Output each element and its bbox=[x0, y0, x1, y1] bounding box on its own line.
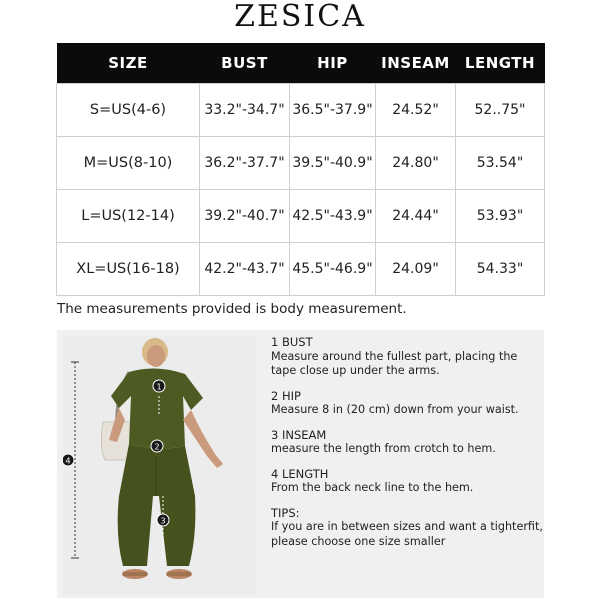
guide-item-tips bbox=[271, 506, 543, 550]
cell-size: S=US(4-6) bbox=[57, 84, 200, 137]
guide-title: TIPS: bbox=[271, 505, 300, 520]
model-photo bbox=[63, 336, 256, 594]
guide-text: measure the length from crotch to hem. bbox=[271, 442, 496, 455]
table-row bbox=[57, 243, 545, 296]
guide-text: If you are in between sizes and want a tighterfit, please choose one size smaller bbox=[271, 520, 543, 548]
guide-item-hip bbox=[271, 389, 543, 418]
marker-length bbox=[63, 454, 74, 466]
guide-text: Measure 8 in (20 cm) down from your waist. bbox=[271, 403, 519, 416]
cell-inseam: 24.52" bbox=[376, 84, 456, 137]
guide-item-bust bbox=[271, 335, 543, 379]
cell-hip: 36.5"-37.9" bbox=[290, 84, 376, 137]
guide-title: 4 LENGTH bbox=[271, 466, 329, 481]
header-inseam: INSEAM bbox=[376, 43, 456, 84]
marker-length-label: 4 bbox=[65, 456, 71, 466]
cell-length: 52..75" bbox=[456, 84, 545, 137]
header-hip: HIP bbox=[290, 43, 376, 84]
table-row bbox=[57, 190, 545, 243]
brand-logo: ZESICA bbox=[234, 0, 366, 34]
cell-size: XL=US(16-18) bbox=[57, 243, 200, 296]
cell-inseam: 24.44" bbox=[376, 190, 456, 243]
cell-hip: 42.5"-43.9" bbox=[290, 190, 376, 243]
cell-bust: 33.2"-34.7" bbox=[200, 84, 290, 137]
table-header-row bbox=[57, 43, 545, 84]
header-length: LENGTH bbox=[456, 43, 545, 84]
guide-title: 1 BUST bbox=[271, 335, 313, 349]
header-size: SIZE bbox=[57, 43, 200, 84]
cell-hip: 39.5"-40.9" bbox=[290, 137, 376, 190]
left-sandal bbox=[123, 572, 147, 576]
marker-bust-label: 1 bbox=[156, 382, 162, 392]
cell-bust: 39.2"-40.7" bbox=[200, 190, 290, 243]
marker-hip-label: 2 bbox=[154, 442, 160, 452]
header-bust: BUST bbox=[200, 43, 290, 84]
cell-inseam: 24.09" bbox=[376, 243, 456, 296]
guide-item-length bbox=[271, 467, 543, 496]
cell-length: 54.33" bbox=[456, 243, 545, 296]
cell-hip: 45.5"-46.9" bbox=[290, 243, 376, 296]
cell-bust: 42.2"-43.7" bbox=[200, 243, 290, 296]
guide-item-inseam bbox=[271, 428, 543, 457]
cell-length: 53.54" bbox=[456, 137, 545, 190]
cell-bust: 36.2"-37.7" bbox=[200, 137, 290, 190]
marker-bust bbox=[153, 380, 165, 392]
cell-size: L=US(12-14) bbox=[57, 190, 200, 243]
marker-inseam bbox=[157, 514, 169, 526]
guide-title: 3 INSEAM bbox=[271, 427, 327, 442]
model-figure-illustration bbox=[63, 336, 256, 594]
guide-text: From the back neck line to the hem. bbox=[271, 481, 474, 494]
cell-size: M=US(8-10) bbox=[57, 137, 200, 190]
cell-inseam: 24.80" bbox=[376, 137, 456, 190]
guide-text: Measure around the fullest part, placing the tape close up under the arms. bbox=[271, 349, 518, 377]
cell-length: 53.93" bbox=[456, 190, 545, 243]
right-sandal bbox=[167, 572, 191, 576]
marker-hip bbox=[151, 440, 163, 452]
face bbox=[147, 345, 165, 367]
table-row bbox=[57, 137, 545, 190]
measurement-instructions bbox=[271, 335, 543, 559]
table-row bbox=[57, 84, 545, 137]
guide-title: 2 HIP bbox=[271, 388, 301, 403]
marker-inseam-label: 3 bbox=[160, 516, 166, 526]
measurement-note: The measurements provided is body measurement. bbox=[57, 301, 407, 317]
size-chart-table bbox=[56, 43, 545, 296]
